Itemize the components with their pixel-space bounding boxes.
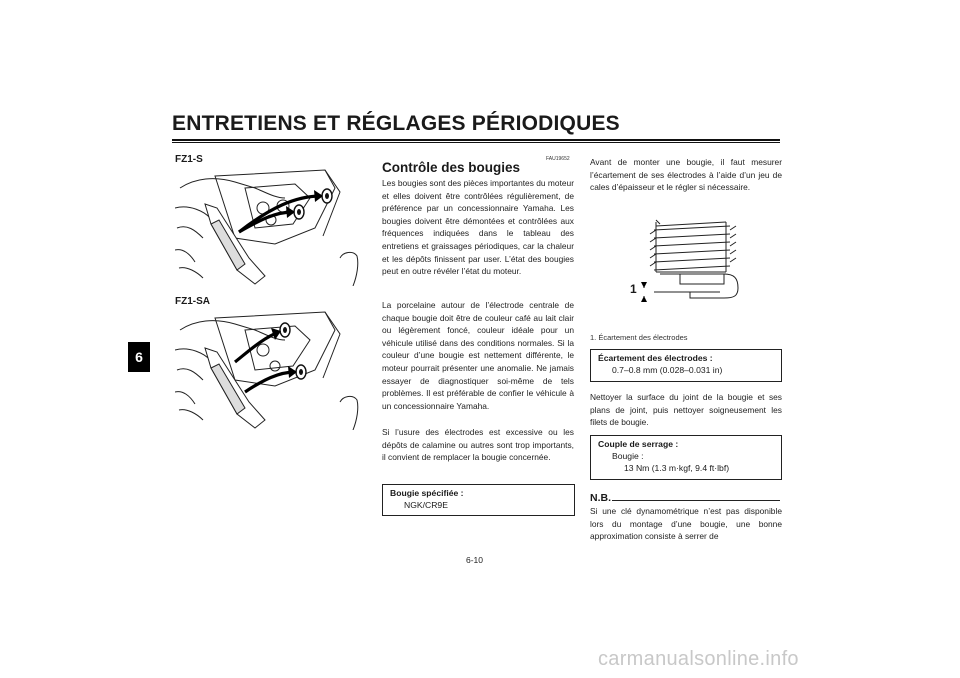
electrode-gap-diagram [620,212,750,312]
page-number: 6-10 [466,555,484,565]
spec-label: Bougie spécifiée : [390,488,464,498]
electrode-gap-spec-box [590,349,782,382]
right-paragraph-1: Avant de monter une bougie, il faut mesurer l’écartement de ses électrodes à l’aide d’un jeu de cales d’épaisseur et le régler si nécessaire. [590,157,782,193]
header-rule [172,139,780,141]
callout-number: 1 [630,282,637,296]
spark-plug-location-illustration-fz1-sa [175,310,365,430]
gap-label: Écartement des électrodes : [598,353,713,363]
gap-value: 0.7–0.8 mm (0.028–0.031 in) [612,364,723,375]
spec-value: NGK/CR9E [404,499,448,510]
nb-heading: N.B. [590,492,611,504]
torque-spec-box [590,435,782,480]
torque-label: Couple de serrage : [598,439,679,449]
figure-label-fz1-sa: FZ1-SA [175,296,210,307]
nb-paragraph: Si une clé dynamométrique n’est pas disponible lors du montage d’une bougie, une bonne approximation consiste à serrer de [590,506,782,542]
figure-caption: 1. Écartement des électrodes [590,333,688,342]
section-title: Contrôle des bougies [382,160,521,175]
nb-rule [612,500,780,501]
watermark-text: carmanualsonline.info [598,648,799,670]
header-rule-thin [172,142,780,143]
body-paragraph-3: Si l’usure des électrodes est excessive ou les dépôts de calamine ou autres sont trop importants, il convient de remplacer la bougie concernée. [382,427,574,463]
chapter-tab: 6 [128,342,150,372]
body-paragraph-1: Les bougies sont des pièces importantes du moteur et elles doivent être contrôlées régulièrement, de préférence par un concessionnaire Yamaha. Les bougies doivent être démontées et contrôlées aux fréquences indiquées dans le tableau des entretiens et graissages périodiques, car la chaleur et les dépôts finissent par user. L’état des bougies peut en outre révéler l’état du moteur. [382,178,574,277]
figure-label-fz1-s: FZ1-S [175,154,203,165]
reference-code: FAU19652 [546,156,570,162]
spark-plug-spec-box [382,484,575,516]
torque-value: 13 Nm (1.3 m·kgf, 9.4 ft·lbf) [624,462,730,473]
spark-plug-location-illustration-fz1-s [175,168,365,286]
right-paragraph-2: Nettoyer la surface du joint de la bougie et ses plans de joint, puis nettoyer soigneusement les filets de bougie. [590,392,782,428]
body-paragraph-2: La porcelaine autour de l’électrode centrale de chaque bougie doit être de couleur café au lait clair ou légèrement foncé, couleur idéale pour un véhicule utilisé dans des conditions normales. Si la couleur d’une bougie est nettement différente, le moteur pourrait présenter une anomalie. Ne jamais essayer de diagnostiquer soi-même de tels problèmes. Il est préférable de confier le véhicule à un concessionnaire Yamaha. [382,300,574,411]
page-header-title: ENTRETIENS ET RÉGLAGES PÉRIODIQUES [172,112,620,135]
torque-item: Bougie : [612,450,644,461]
